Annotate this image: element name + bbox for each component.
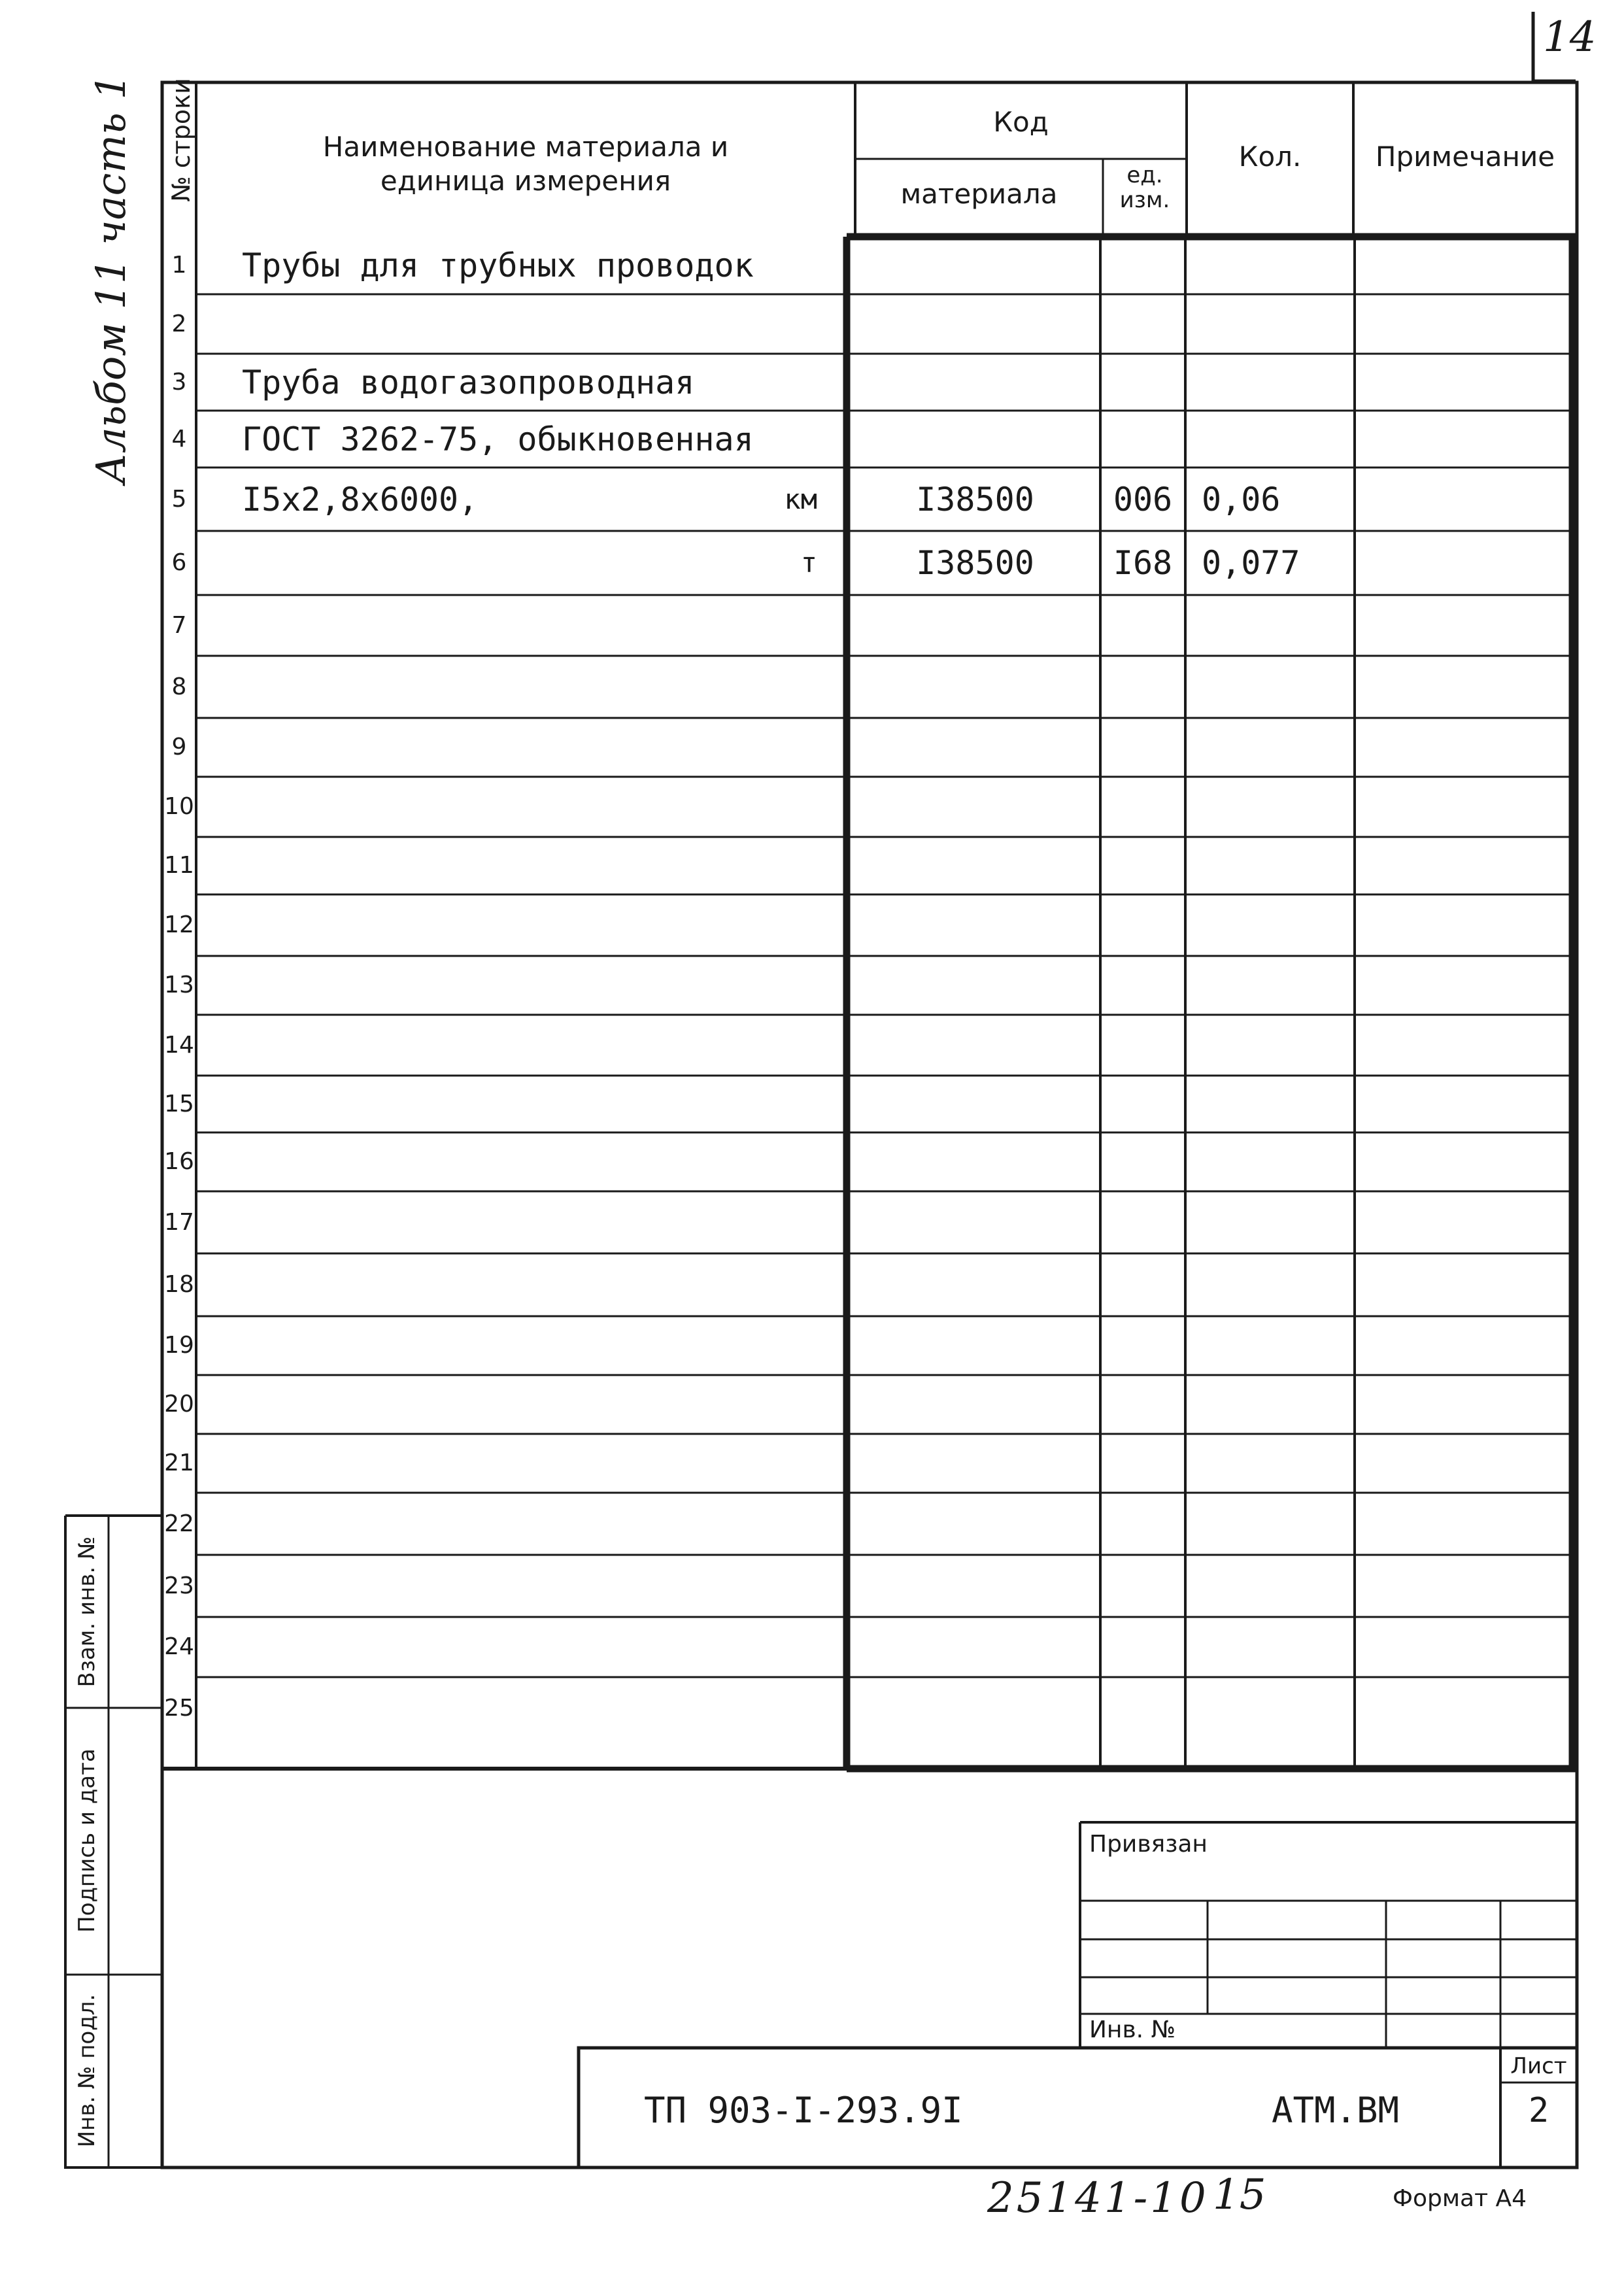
row-material-code-main	[850, 728, 1100, 767]
sheet-label: Лист	[1510, 2053, 1567, 2079]
row-material-code-main	[850, 787, 1100, 826]
row-unit-code	[1100, 1085, 1185, 1124]
row-material-code-main: I38500	[916, 480, 1034, 518]
row-material-code-main	[850, 420, 1100, 459]
row-number: 1	[171, 252, 187, 279]
row-unit-code: I68	[1113, 544, 1173, 582]
row-material-code-main	[850, 1627, 1100, 1667]
row-material-code-main	[850, 966, 1100, 1005]
row-material-code-main	[850, 1385, 1100, 1424]
row-number: 8	[171, 673, 187, 700]
row-unit-code	[1100, 1026, 1185, 1065]
row-unit	[752, 363, 817, 402]
row-material-code-main	[850, 668, 1100, 707]
row-unit-code	[1100, 966, 1185, 1005]
row-number: 2	[171, 311, 187, 337]
row-material-name: ГОСТ 3262-75, обыкновенная	[242, 420, 754, 458]
row-unit	[752, 1085, 817, 1124]
row-unit-code: 006	[1113, 480, 1173, 518]
row-unit-code	[1100, 1142, 1185, 1182]
row-material-code-main	[850, 246, 1100, 285]
row-material-code-main	[850, 1085, 1100, 1124]
row-unit	[752, 966, 817, 1005]
row-number: 9	[171, 734, 187, 760]
row-number: 14	[164, 1032, 194, 1059]
stamp-podpis-data: Подпись и дата	[74, 1748, 100, 1933]
album-note: Альбом 11 часть 1	[87, 73, 135, 484]
row-quantity: 0,077	[1202, 544, 1300, 582]
header-name-line1: Наименование материала и	[322, 131, 729, 163]
row-unit-code	[1100, 1265, 1185, 1304]
handwritten-number: 25141-10	[987, 2174, 1209, 2222]
row-unit: т	[800, 547, 817, 579]
row-unit-code	[1100, 420, 1185, 459]
row-material-code-main	[850, 1265, 1100, 1304]
row-unit	[752, 787, 817, 826]
row-material-code-main	[850, 846, 1100, 885]
row-number: 25	[164, 1695, 194, 1722]
row-number: 13	[164, 972, 194, 998]
row-number: 7	[171, 612, 187, 639]
row-unit	[752, 668, 817, 707]
row-unit	[752, 1326, 817, 1365]
row-number: 19	[164, 1332, 194, 1359]
row-number: 23	[164, 1572, 194, 1599]
row-unit-code	[1100, 787, 1185, 826]
row-unit	[752, 728, 817, 767]
row-material-code-main	[850, 1504, 1100, 1544]
row-number: 17	[164, 1209, 194, 1236]
row-material-name: Трубы для трубных проводок	[242, 246, 754, 284]
row-number: 11	[164, 852, 194, 879]
inv-no-label: Инв. №	[1089, 2016, 1176, 2043]
row-unit	[752, 420, 817, 459]
row-unit	[752, 1026, 817, 1065]
row-unit	[752, 1567, 817, 1606]
row-unit	[752, 846, 817, 885]
row-unit-code	[1100, 906, 1185, 945]
handwritten-number-2: 15	[1213, 2171, 1266, 2219]
row-unit-code	[1100, 728, 1185, 767]
row-unit	[752, 606, 817, 645]
row-number: 10	[164, 793, 194, 820]
row-unit-code	[1100, 1567, 1185, 1606]
row-number: 5	[171, 486, 187, 513]
row-unit-code	[1100, 1444, 1185, 1483]
row-unit	[752, 906, 817, 945]
row-material-name: I5x2,8x6000,	[242, 480, 479, 518]
row-unit-code	[1100, 1689, 1185, 1728]
privyazan-label: Привязан	[1089, 1831, 1208, 1858]
header-code-unit-line2: изм.	[1119, 187, 1170, 213]
row-material-code-main	[850, 906, 1100, 945]
stamp-inv-podl: Инв. № подл.	[74, 1994, 100, 2148]
row-unit-code	[1100, 668, 1185, 707]
row-quantity: 0,06	[1202, 480, 1281, 518]
row-unit	[752, 1627, 817, 1667]
row-number: 20	[164, 1391, 194, 1418]
row-material-code-main	[850, 1326, 1100, 1365]
row-material-code-main	[850, 606, 1100, 645]
row-unit-code	[1100, 1326, 1185, 1365]
row-number: 4	[171, 426, 187, 452]
row-unit	[752, 1265, 817, 1304]
row-material-code-main	[850, 1203, 1100, 1242]
row-unit	[752, 305, 817, 344]
row-material-name: Труба водогазопроводная	[242, 363, 695, 401]
row-unit	[752, 1504, 817, 1544]
row-unit	[752, 1444, 817, 1483]
row-unit-code	[1100, 1504, 1185, 1544]
row-unit	[752, 1142, 817, 1182]
row-number: 21	[164, 1450, 194, 1476]
row-unit-code	[1100, 305, 1185, 344]
row-unit-code	[1100, 606, 1185, 645]
header-name-line2: единица измерения	[380, 165, 671, 197]
document-mark: АТМ.ВМ	[1272, 2090, 1400, 2131]
row-number: 12	[164, 911, 194, 938]
row-number: 6	[171, 549, 187, 576]
row-unit: км	[784, 483, 817, 515]
row-unit	[752, 1385, 817, 1424]
row-unit-code	[1100, 363, 1185, 402]
header-code-unit-line1: ед.	[1126, 162, 1163, 188]
row-unit-code	[1100, 1385, 1185, 1424]
header-row-number: № строки	[167, 78, 195, 202]
sheet-value: 2	[1528, 2091, 1549, 2130]
row-material-code-main	[850, 363, 1100, 402]
row-number: 18	[164, 1271, 194, 1298]
row-unit-code	[1100, 1627, 1185, 1667]
row-material-code-main: I38500	[916, 544, 1034, 582]
stamp-vzam-inv: Взам. инв. №	[74, 1536, 100, 1688]
row-unit-code	[1100, 246, 1185, 285]
header-code: Код	[993, 106, 1049, 138]
sheet-number: 14	[1543, 13, 1597, 61]
row-unit	[752, 1203, 817, 1242]
header-code-material: материала	[900, 178, 1058, 210]
row-material-code-main	[850, 1142, 1100, 1182]
row-material-code-main	[850, 1026, 1100, 1065]
row-number: 3	[171, 369, 187, 396]
row-number: 16	[164, 1148, 194, 1175]
row-material-code-main	[850, 1689, 1100, 1728]
row-material-code-main	[850, 1444, 1100, 1483]
header-quantity: Кол.	[1238, 141, 1302, 173]
row-material-code-main	[850, 1567, 1100, 1606]
row-unit	[752, 1689, 817, 1728]
document-code: ТП 903-I-293.9I	[644, 2090, 963, 2131]
format-label: Формат А4	[1393, 2185, 1527, 2212]
header-note: Примечание	[1375, 141, 1555, 173]
row-unit	[752, 246, 817, 285]
row-unit-code	[1100, 1203, 1185, 1242]
row-number: 22	[164, 1510, 194, 1537]
row-material-code-main	[850, 305, 1100, 344]
row-unit-code	[1100, 846, 1185, 885]
row-number: 24	[164, 1633, 194, 1660]
row-number: 15	[164, 1091, 194, 1117]
